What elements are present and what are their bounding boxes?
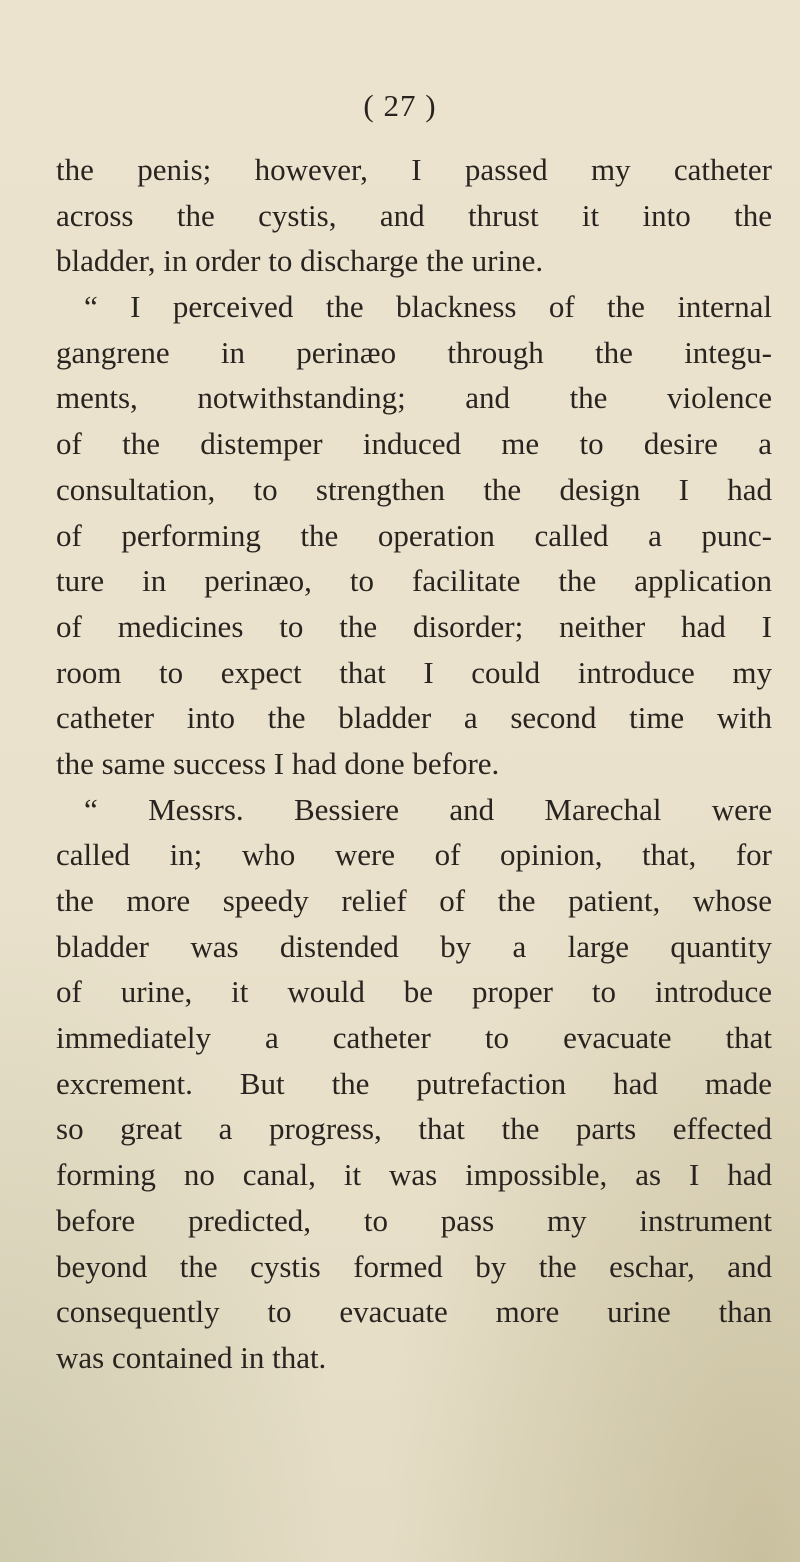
- text-line: catheter into the bladder a second time with: [56, 700, 772, 736]
- text-line: of medicines to the disorder; neither had I: [56, 608, 772, 644]
- text-line: so great a progress, that the parts effected: [56, 1111, 772, 1147]
- text-line: of the distemper induced me to desire a: [56, 426, 772, 462]
- text-line: immediately a catheter to evacuate that: [56, 1020, 772, 1056]
- text-line: ments, notwithstanding; and the violence: [56, 380, 772, 416]
- text-line: was contained in that.: [56, 1339, 327, 1375]
- text-line: forming no canal, it was impossible, as I had: [56, 1157, 772, 1193]
- page-number: ( 27 ): [363, 88, 437, 123]
- text-line: gangrene in perinæo through the integu-: [56, 334, 772, 370]
- text-line: bladder was distended by a large quantity: [56, 928, 772, 964]
- text-line: before predicted, to pass my instrument: [56, 1202, 772, 1238]
- text-line: room to expect that I could introduce my: [56, 654, 772, 690]
- text-line: “ Messrs. Bessiere and Marechal were: [84, 791, 772, 827]
- text-line: ture in perinæo, to facilitate the application: [56, 563, 772, 599]
- text-line: across the cystis, and thrust it into the: [56, 197, 772, 233]
- text-line: “ I perceived the blackness of the internal: [84, 289, 772, 325]
- text-line: consultation, to strengthen the design I had: [56, 471, 772, 507]
- text-line: of urine, it would be proper to introduce: [56, 974, 772, 1010]
- text-line: beyond the cystis formed by the eschar, and: [56, 1248, 772, 1284]
- text-line: of performing the operation called a punc-: [56, 517, 772, 553]
- text-line: bladder, in order to discharge the urine.: [56, 243, 544, 279]
- text-line: called in; who were of opinion, that, for: [56, 837, 772, 873]
- text-line: the penis; however, I passed my catheter: [56, 152, 772, 187]
- text-line: excrement. But the putrefaction had made: [56, 1065, 772, 1101]
- text-line: the more speedy relief of the patient, whose: [56, 883, 772, 918]
- body-text: [56, 147, 772, 1381]
- text-line: the same success I had done before.: [56, 745, 500, 781]
- text-line: consequently to evacuate more urine than: [56, 1294, 772, 1330]
